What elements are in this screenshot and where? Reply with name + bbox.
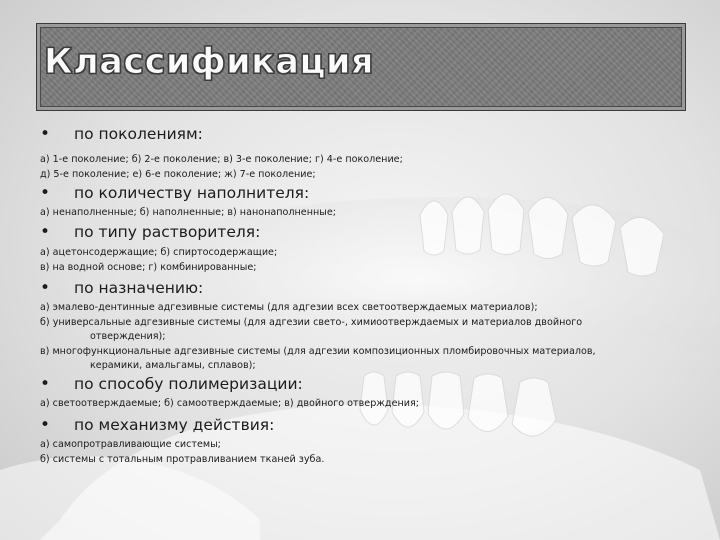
bullet-heading: по механизму действия: [74, 416, 275, 434]
bullet-item [40, 222, 260, 242]
bullet-icon: • [40, 374, 51, 394]
detail-line: а) 1-е поколение; б) 2-е поколение; в) 3-е поколение; г) 4-е поколение; [40, 154, 403, 165]
detail-line: а) ацетонсодержащие; б) спиртосодержащие; [40, 247, 278, 258]
detail-line: отверждения); [90, 331, 166, 342]
bullet-icon: • [40, 415, 51, 435]
bullet-details [40, 153, 680, 182]
bullet-icon: • [40, 222, 51, 242]
detail-line: б) системы с тотальным протравливанием тканей зуба. [40, 453, 325, 465]
bullet-heading: по типу растворителя: [74, 223, 261, 241]
bullet-details [40, 397, 680, 412]
bullet-heading: по количеству наполнителя: [74, 184, 310, 202]
bullet-details [40, 206, 680, 221]
bullet-heading: по поколениям: [74, 125, 203, 143]
detail-line: а) самопротравливающие системы; [40, 439, 221, 450]
bullet-icon: • [40, 278, 51, 298]
detail-line: а) светоотверждаемые; б) самоотверждаемые; в) двойного отверждения; [40, 398, 419, 409]
detail-line: а) эмалево-дентинные адгезивные системы (для адгезии всех светоотверждаемых материалов); [40, 302, 538, 313]
bullet-details [40, 301, 680, 374]
bullet-icon: • [40, 183, 51, 203]
bullet-heading: по назначению: [74, 279, 204, 297]
detail-line: д) 5-е поколение; е) 6-е поколение; ж) 7-е поколение; [40, 168, 316, 180]
detail-line: а) ненаполненные; б) наполненные; в) нанонаполненные; [40, 207, 336, 218]
page-title: Классификация [44, 42, 374, 82]
bullet-item [40, 124, 203, 144]
detail-line: в) многофункциональные адгезивные системы (для адгезии композиционных пломбировочных материалов, [40, 345, 596, 357]
detail-line: в) на водной основе; г) комбинированные; [40, 261, 257, 273]
bullet-details [40, 438, 680, 467]
bullet-item [40, 415, 274, 435]
bullet-item [40, 278, 203, 298]
bullet-item [40, 183, 309, 203]
detail-line: керамики, амальгамы, сплавов); [90, 360, 256, 371]
detail-line: б) универсальные адгезивные системы (для адгезии свето-, химиоотверждаемых и материалов двойного [40, 316, 583, 328]
bullet-details [40, 246, 680, 275]
bullet-icon: • [40, 124, 51, 144]
bullet-heading: по способу полимеризации: [74, 375, 303, 393]
bullet-item [40, 374, 303, 394]
